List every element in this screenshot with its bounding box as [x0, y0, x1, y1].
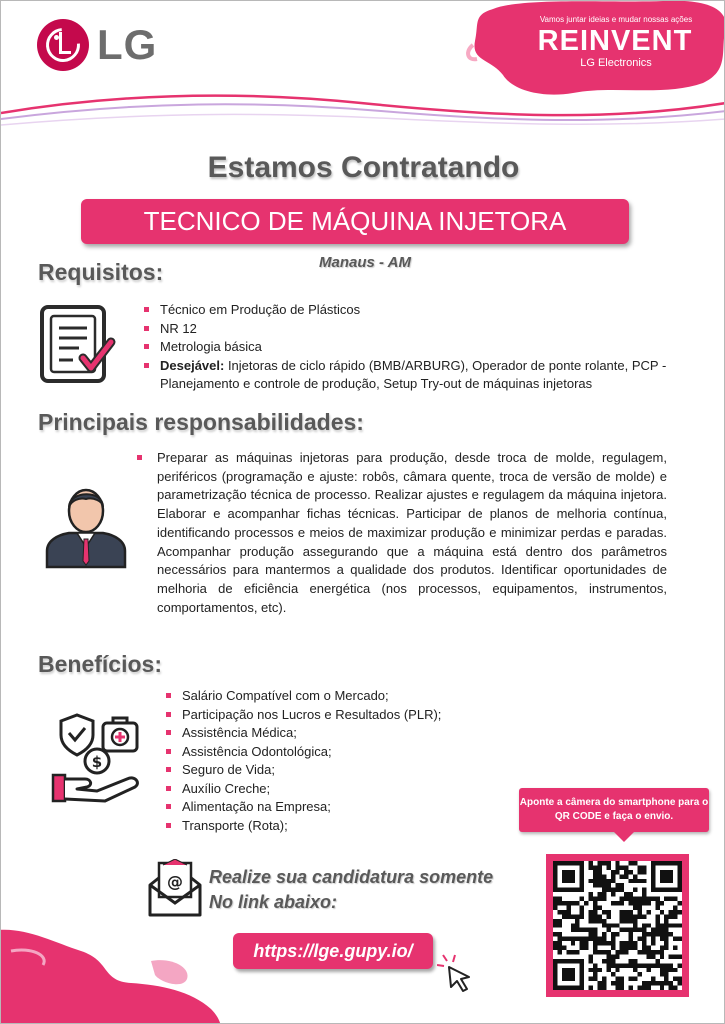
- list-item: Participação nos Lucros e Resultados (PLR);: [163, 706, 483, 725]
- lg-logo-mark-icon: [37, 19, 89, 71]
- list-item: Alimentação na Empresa;: [163, 798, 483, 817]
- benefits-hand-icon: [51, 713, 143, 805]
- campaign-tagline: Vamos juntar ideias e mudar nossas ações: [539, 15, 693, 24]
- envelope-icon: [147, 859, 203, 919]
- qr-callout: Aponte a câmera do smartphone para o QR CODE e faça o envio.: [519, 788, 709, 832]
- responsibilities-text: Preparar as máquinas injetoras para produção, desde troca de molde, regulagem, periféricos (programação e ajuste: robôs, câmara quente, troca de versão de molde) e parametrização técnica de processo. Realizar ajustes e regulagem da máquina injetora. Elaborar e acompanhar fichas técnicas. Participar de planos de melhoria contínua, identificando processos e meios de maximizar produção e minimizar perdas e paradas. Acompanhar produção assegurando que a máquina está dentro dos parâmetros necessários para mantermos a qualidade dos produtos. Identificar oportunidades de melhoria de eficiência energética (nos processos, equipamentos, instrumentos, comportamentos, etc).: [157, 450, 667, 615]
- requirements-list: [141, 301, 701, 394]
- list-item: Transporte (Rota);: [163, 817, 483, 836]
- campaign-sub: LG Electronics: [580, 57, 652, 69]
- svg-text:$: $: [91, 753, 103, 771]
- benefits-title: Benefícios:: [38, 651, 162, 677]
- benefits-list: [163, 687, 483, 835]
- list-item: Metrologia básica: [141, 338, 701, 357]
- decorative-splash: [0, 921, 231, 1024]
- decorative-swoosh: [1, 83, 725, 143]
- list-item: Seguro de Vida;: [163, 761, 483, 780]
- bullet-marker: [137, 455, 142, 460]
- qr-code[interactable]: [546, 854, 689, 997]
- qr-code-pattern: [553, 861, 682, 990]
- checklist-icon: [39, 304, 119, 384]
- requirements-title: Requisitos:: [38, 259, 164, 285]
- list-item: Assistência Odontológica;: [163, 743, 483, 762]
- list-item: Auxílio Creche;: [163, 780, 483, 799]
- list-item: Salário Compatível com o Mercado;: [163, 687, 483, 706]
- application-link-button[interactable]: https://lge.gupy.io/: [233, 933, 433, 969]
- job-location: Manaus - AM: [319, 254, 411, 271]
- list-item: NR 12: [141, 320, 701, 339]
- lg-logo-text: LG: [97, 21, 158, 68]
- job-title-banner: TECNICO DE MÁQUINA INJETORA: [81, 199, 629, 244]
- cursor-click-icon: [437, 953, 473, 993]
- apply-line-1: Realize sua candidatura somente: [209, 867, 494, 887]
- apply-line-2: No link abaixo:: [209, 892, 338, 912]
- desired-label: Desejável:: [160, 357, 225, 373]
- person-icon: [43, 483, 129, 569]
- lg-logo: [37, 19, 157, 71]
- list-item: Assistência Médica;: [163, 724, 483, 743]
- list-item: [141, 357, 701, 394]
- list-item: Técnico em Produção de Plásticos: [141, 301, 701, 320]
- page-headline: Estamos Contratando: [207, 151, 520, 184]
- responsibilities-title: Principais responsabilidades:: [38, 409, 364, 435]
- svg-text:@: @: [167, 872, 183, 891]
- campaign-word: REINVENT: [537, 25, 693, 57]
- desired-text: Injetoras de ciclo rápido (BMB/ARBURG), Operador de ponte rolante, PCP - Planejamento e controle de produção, Setup Try-out de máquinas injetoras: [160, 357, 667, 391]
